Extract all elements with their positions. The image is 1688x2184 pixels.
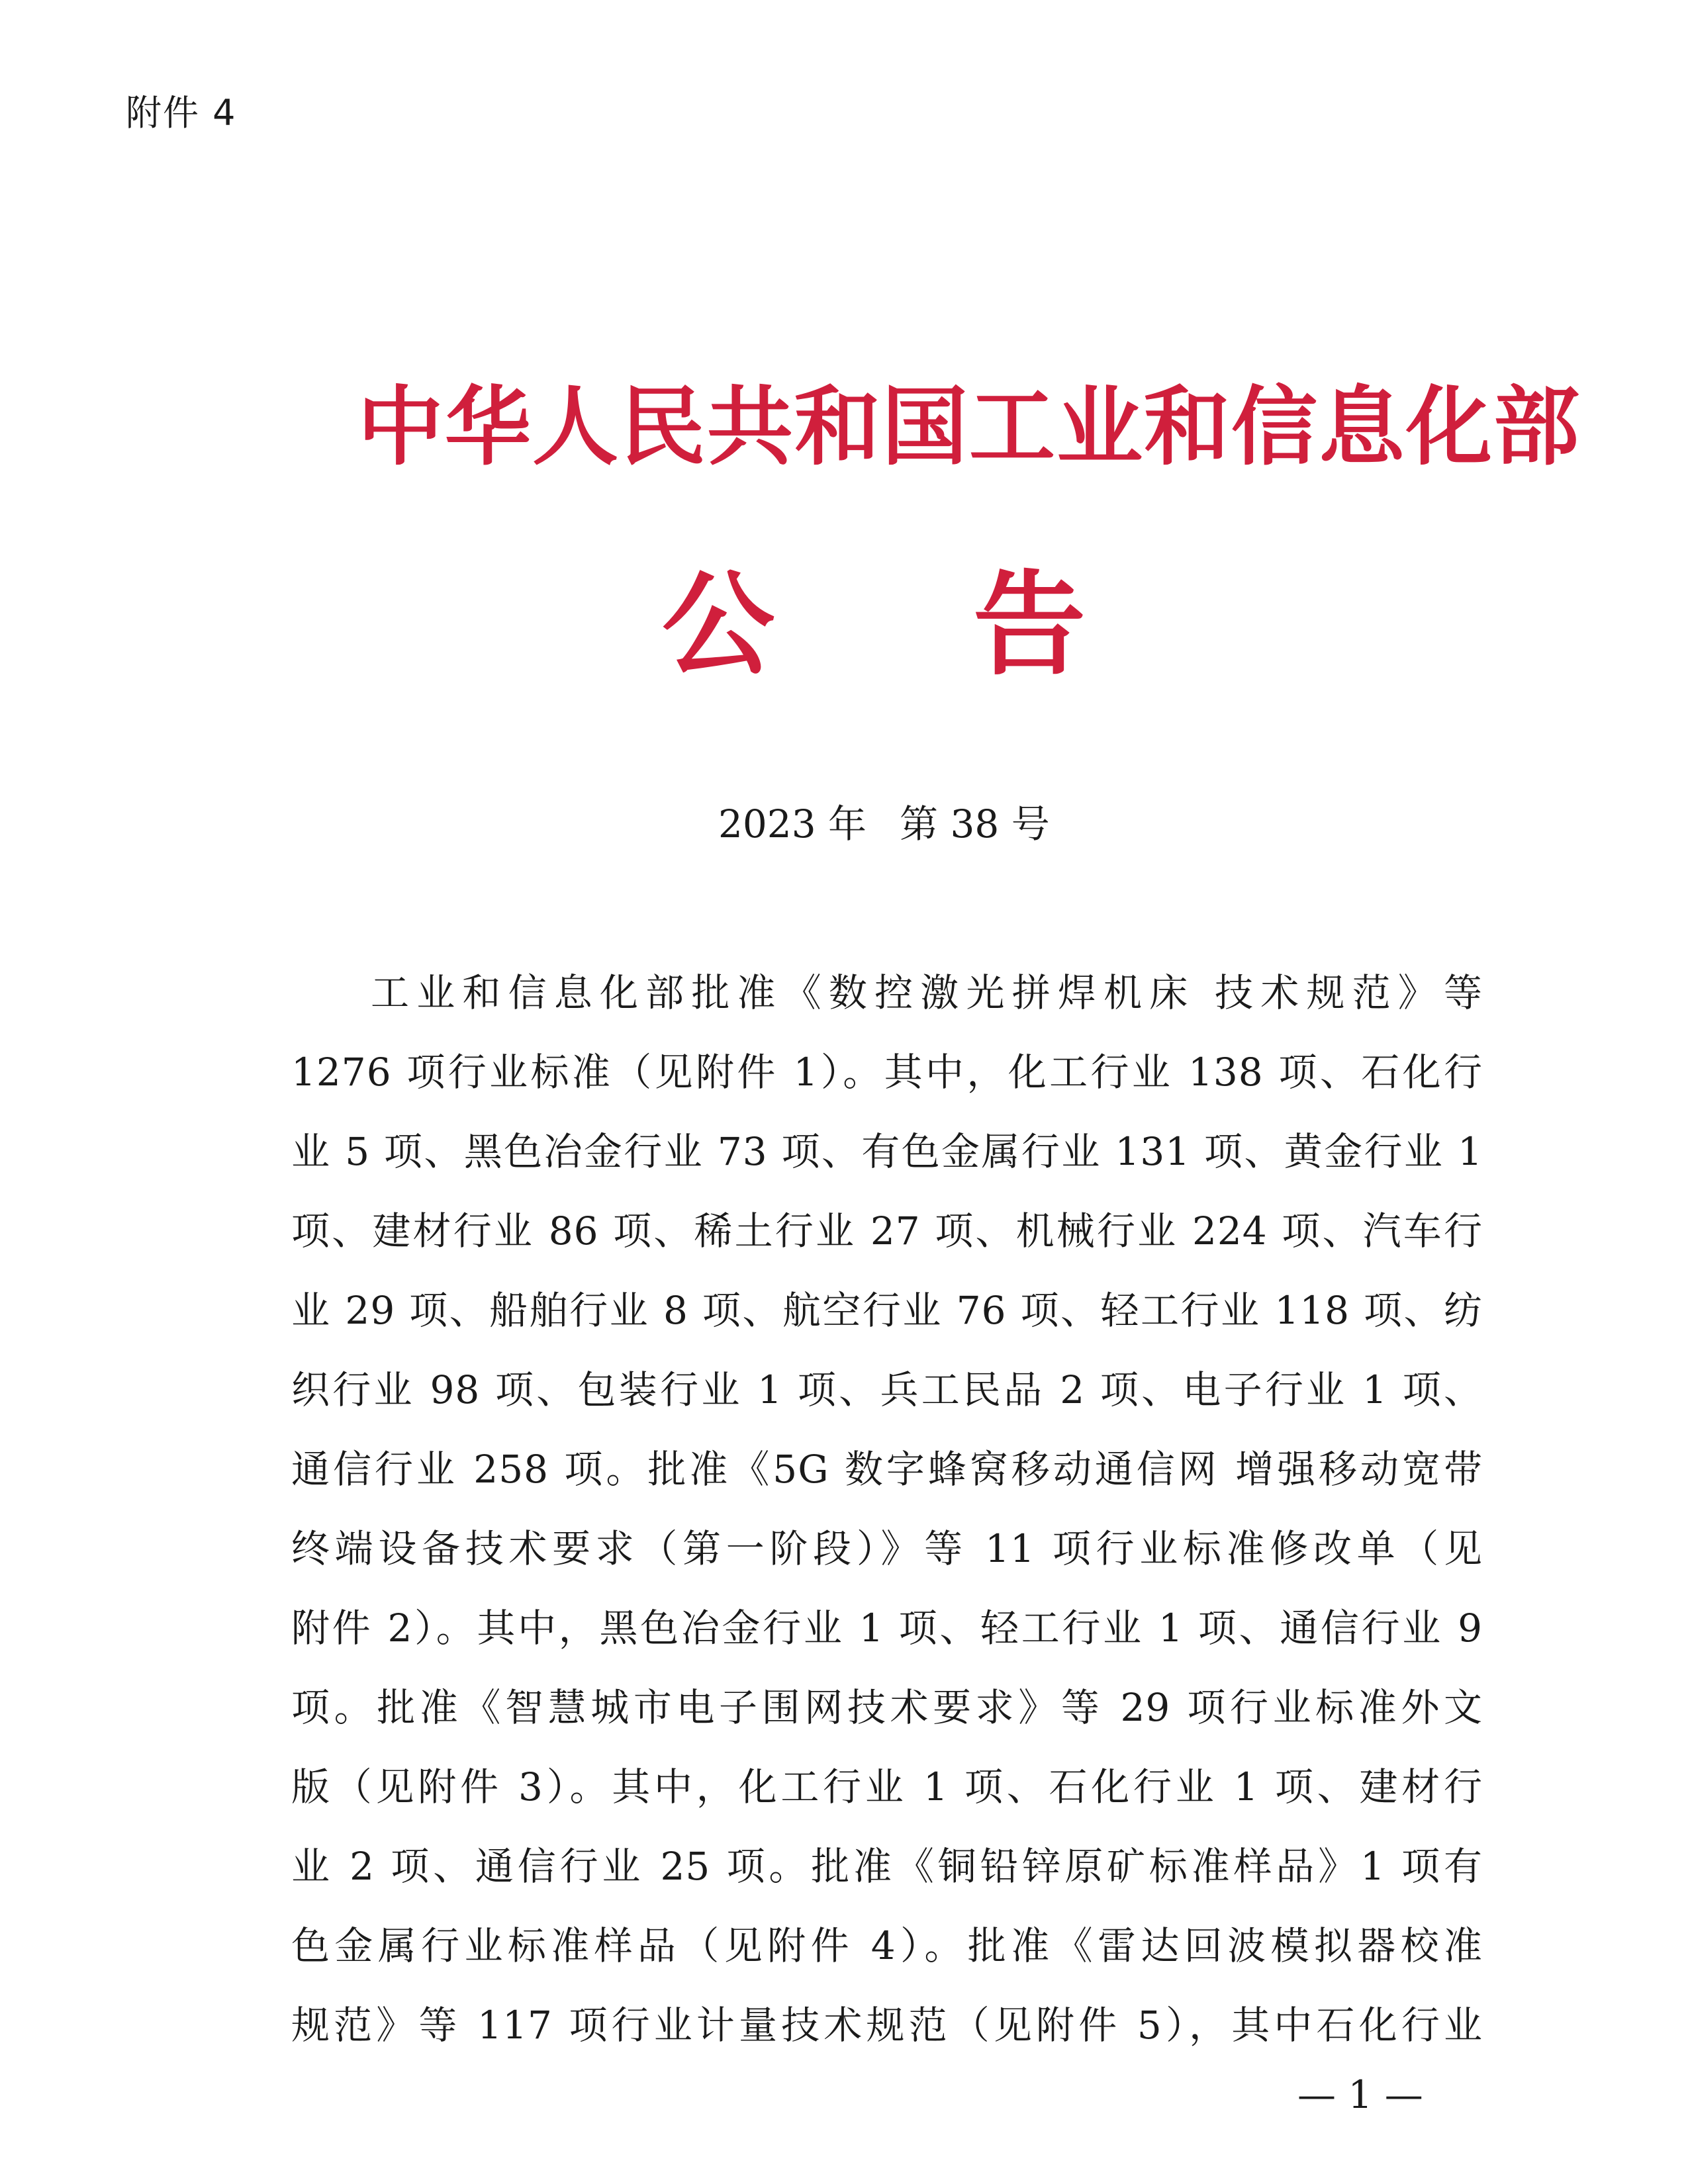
- body-line: 业 2 项、通信行业 25 项。批准《铜铅锌原矿标准样品》1 项有: [291, 1844, 1483, 1889]
- ministry-title: 中华人民共和国工业和信息化部: [357, 377, 1581, 477]
- body-line: 业 29 项、船舶行业 8 项、航空行业 76 项、轻工行业 118 项、纺: [291, 1288, 1483, 1333]
- document-type-heading: [662, 560, 1086, 691]
- attachment-label: 附件 4: [126, 92, 237, 134]
- body-line: 工业和信息化部批准《数控激光拼焊机床 技术规范》等: [371, 970, 1483, 1015]
- body-line: 通信行业 258 项。批准《5G 数字蜂窝移动通信网 增强移动宽带: [291, 1447, 1483, 1492]
- body-line: 项。批准《智慧城市电子围网技术要求》等 29 项行业标准外文: [291, 1685, 1483, 1730]
- body-line: 业 5 项、黑色冶金行业 73 项、有色金属行业 131 项、黄金行业 1: [291, 1129, 1483, 1174]
- body-line: 项、建材行业 86 项、稀土行业 27 项、机械行业 224 项、汽车行: [291, 1208, 1483, 1253]
- document-year: 2023 年: [718, 801, 867, 846]
- document-number: [718, 801, 1050, 847]
- document-type-char-2: 告: [973, 560, 1086, 691]
- body-line: 1276 项行业标准（见附件 1）。其中，化工行业 138 项、石化行: [291, 1050, 1483, 1095]
- body-line: 织行业 98 项、包装行业 1 项、兵工民品 2 项、电子行业 1 项、: [291, 1367, 1483, 1412]
- body-line: 附件 2）。其中，黑色冶金行业 1 项、轻工行业 1 项、通信行业 9: [291, 1606, 1483, 1651]
- body-line: 终端设备技术要求（第一阶段）》等 11 项行业标准修改单（见: [291, 1526, 1483, 1571]
- body-text: [291, 953, 1483, 2065]
- body-line: 规范》等 117 项行业计量技术规范（见附件 5），其中石化行业: [291, 2003, 1483, 2048]
- document-issue-number: 第 38 号: [900, 801, 1050, 846]
- document-type-char-1: 公: [662, 560, 775, 691]
- body-line: 色金属行业标准样品（见附件 4）。批准《雷达回波模拟器校准: [291, 1923, 1483, 1968]
- page-number: — 1 —: [1297, 2072, 1423, 2117]
- body-line: 版（见附件 3）。其中，化工行业 1 项、石化行业 1 项、建材行: [291, 1764, 1483, 1809]
